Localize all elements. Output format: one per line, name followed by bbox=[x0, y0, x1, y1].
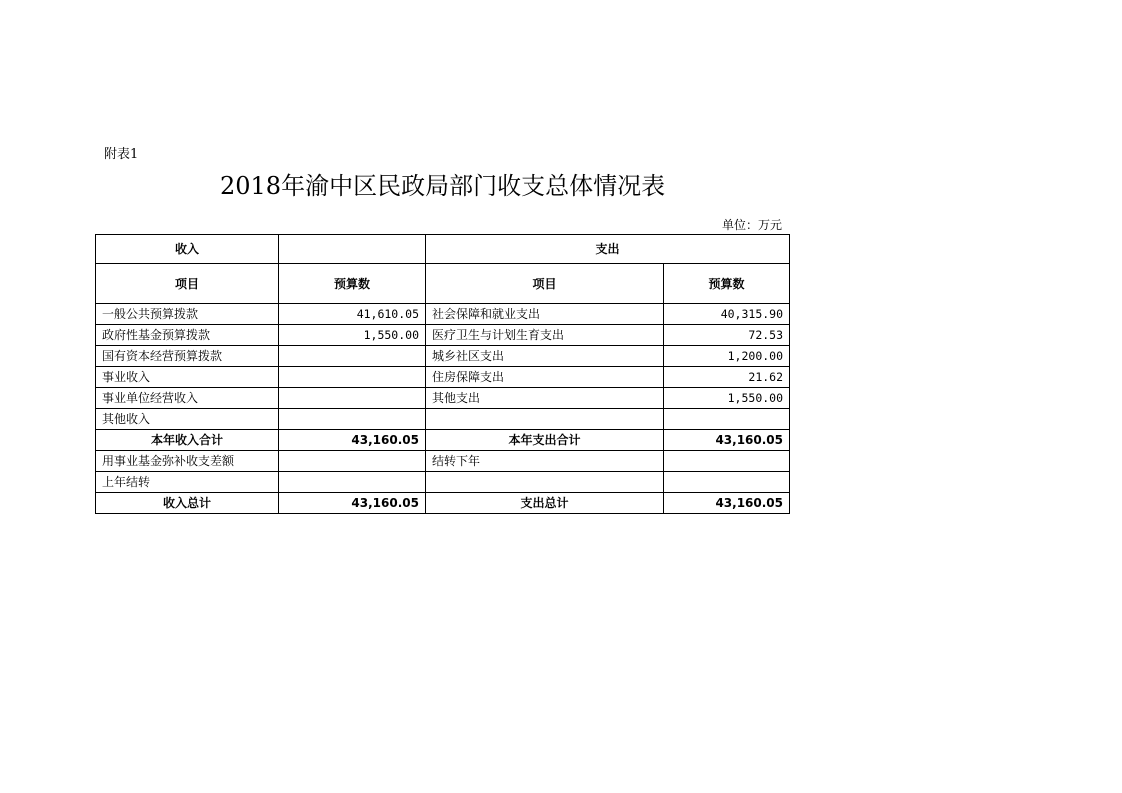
income-value bbox=[279, 367, 426, 388]
expense-value bbox=[664, 472, 790, 493]
expense-section-header: 支出 bbox=[426, 235, 790, 264]
expense-value bbox=[664, 451, 790, 472]
income-item: 上年结转 bbox=[96, 472, 279, 493]
annex-label: 附表1 bbox=[104, 147, 139, 162]
income-item: 事业收入 bbox=[96, 367, 279, 388]
expense-value: 72.53 bbox=[664, 325, 790, 346]
expense-item: 社会保障和就业支出 bbox=[426, 304, 664, 325]
expense-budget-header: 预算数 bbox=[664, 264, 790, 304]
income-value bbox=[279, 451, 426, 472]
expense-value: 40,315.90 bbox=[664, 304, 790, 325]
grand-expense-total-label: 支出总计 bbox=[426, 493, 664, 514]
table-row bbox=[96, 472, 790, 493]
income-value: 41,610.05 bbox=[279, 304, 426, 325]
income-value bbox=[279, 472, 426, 493]
expense-item bbox=[426, 472, 664, 493]
table-row bbox=[96, 367, 790, 388]
expense-value bbox=[664, 409, 790, 430]
expense-value: 1,550.00 bbox=[664, 388, 790, 409]
expense-item bbox=[426, 409, 664, 430]
income-item: 其他收入 bbox=[96, 409, 279, 430]
expense-value: 21.62 bbox=[664, 367, 790, 388]
year-income-total-value: 43,160.05 bbox=[279, 430, 426, 451]
income-item: 国有资本经营预算拨款 bbox=[96, 346, 279, 367]
income-section-header: 收入 bbox=[96, 235, 279, 264]
expense-item: 住房保障支出 bbox=[426, 367, 664, 388]
expense-item: 结转下年 bbox=[426, 451, 664, 472]
income-budget-header: 预算数 bbox=[279, 264, 426, 304]
expense-item: 其他支出 bbox=[426, 388, 664, 409]
empty-header-cell bbox=[279, 235, 426, 264]
table-row bbox=[96, 346, 790, 367]
page-title: 2018年渝中区民政局部门收支总体情况表 bbox=[220, 172, 666, 200]
expense-value: 1,200.00 bbox=[664, 346, 790, 367]
income-value bbox=[279, 409, 426, 430]
expense-item: 城乡社区支出 bbox=[426, 346, 664, 367]
section-header-row bbox=[96, 235, 790, 264]
income-item-header: 项目 bbox=[96, 264, 279, 304]
table-row bbox=[96, 325, 790, 346]
income-value bbox=[279, 346, 426, 367]
budget-table bbox=[95, 234, 790, 514]
column-header-row bbox=[96, 264, 790, 304]
grand-total-row bbox=[96, 493, 790, 514]
income-item: 事业单位经营收入 bbox=[96, 388, 279, 409]
year-income-total-label: 本年收入合计 bbox=[96, 430, 279, 451]
table-row bbox=[96, 409, 790, 430]
income-item: 用事业基金弥补收支差额 bbox=[96, 451, 279, 472]
table-row bbox=[96, 304, 790, 325]
grand-income-total-label: 收入总计 bbox=[96, 493, 279, 514]
table-row bbox=[96, 451, 790, 472]
year-total-row bbox=[96, 430, 790, 451]
table-row bbox=[96, 388, 790, 409]
year-expense-total-value: 43,160.05 bbox=[664, 430, 790, 451]
unit-label: 单位：万元 bbox=[722, 218, 783, 232]
income-value bbox=[279, 388, 426, 409]
grand-expense-total-value: 43,160.05 bbox=[664, 493, 790, 514]
income-value: 1,550.00 bbox=[279, 325, 426, 346]
expense-item-header: 项目 bbox=[426, 264, 664, 304]
income-item: 政府性基金预算拨款 bbox=[96, 325, 279, 346]
grand-income-total-value: 43,160.05 bbox=[279, 493, 426, 514]
income-item: 一般公共预算拨款 bbox=[96, 304, 279, 325]
expense-item: 医疗卫生与计划生育支出 bbox=[426, 325, 664, 346]
year-expense-total-label: 本年支出合计 bbox=[426, 430, 664, 451]
